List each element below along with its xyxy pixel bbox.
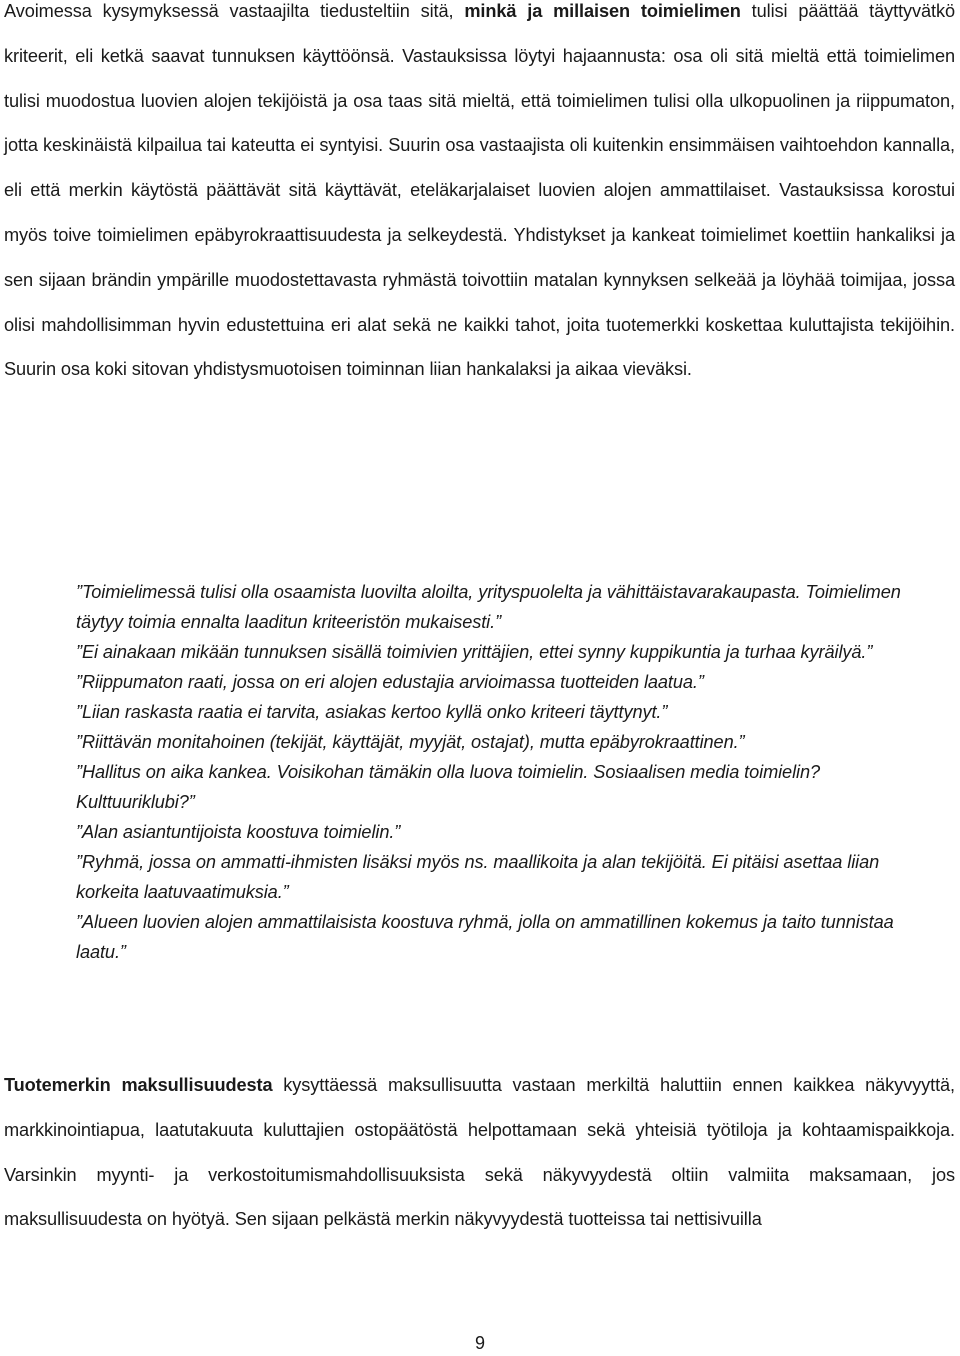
quote-item: ”Alan asiantuntijoista koostuva toimielin.” bbox=[76, 822, 401, 842]
paragraph-toimielin-body: tulisi päättää täyttyvätkö kriteerit, eli ketkä saavat tunnuksen käyttöönsä. Vastauksissa löytyi hajaannusta: osa oli sitä mieltä että toimielimen tulisi muodostua luovien alojen tekijöistä ja osa taas sitä mieltä, että toimielimen tulisi olla ulkopuolinen ja riippumaton, jotta keskinäistä kilpailua tai kateutta ei syntyisi. Suurin osa vastaajista oli kuitenkin ensimmäisen vaihtoehdon kannalla, eli että merkin käytöstä päättävät sitä käyttävät, eteläkarjalaiset luovien alojen ammattilaiset. Vastauksissa korostui myös toive toimielimen epäbyrokraattisuudesta ja selkeydestä. Yhdistykset ja kankeat toimielimet koettiin hankaliksi ja sen sijaan brändin ympärille muodostettavasta ryhmästä toivottiin matalan kynnyksen selkeää ja löyhää toimijaa, jossa olisi mahdollisimman hyvin edustettuina eri alat sekä ne kaikki tahot, joita tuotemerkki koskettaa kuluttajista tekijöihin. Suurin osa koki sitovan yhdistysmuotoisen toiminnan liian hankalaksi ja aikaa vieväksi. bbox=[4, 1, 955, 380]
quote-item: ”Hallitus on aika kankea. Voisikohan tämäkin olla luova toimielin. Sosiaalisen media toimielin? Kulttuuriklubi?” bbox=[76, 762, 820, 812]
page-number: 9 bbox=[474, 1333, 485, 1353]
paragraph-toimielin-emphasis: minkä ja millaisen toimielimen bbox=[464, 1, 741, 21]
quote-item: ”Toimielimessä tulisi olla osaamista luovilta aloilta, yrityspuolelta ja vähittäistavarakaupasta. Toimielimen täytyy toimia ennalta laaditun kriteeristön mukaisesti.” bbox=[76, 582, 901, 632]
paragraph-toimielin-lead: Avoimessa kysymyksessä vastaajilta tiedusteltiin sitä, bbox=[4, 1, 465, 21]
paragraph-toimielin bbox=[4, 0, 955, 392]
quote-item: ”Ei ainakaan mikään tunnuksen sisällä toimivien yrittäjien, ettei synny kuppikuntia ja turhaa kyräilyä.” bbox=[76, 642, 873, 662]
paragraph-maksullisuus-emphasis: Tuotemerkin maksullisuudesta bbox=[4, 1075, 273, 1095]
quote-item: ”Riippumaton raati, jossa on eri alojen edustajia arvioimassa tuotteiden laatua.” bbox=[76, 672, 704, 692]
quote-item: ”Ryhmä, jossa on ammatti-ihmisten lisäksi myös ns. maallikoita ja alan tekijöitä. Ei pitäisi asettaa liian korkeita laatuvaatimuksia.” bbox=[76, 852, 880, 902]
quote-item: ”Alueen luovien alojen ammattilaisista koostuva ryhmä, jolla on ammatillinen kokemus ja taito tunnistaa laatu.” bbox=[76, 912, 894, 962]
paragraph-maksullisuus-body: kysyttäessä maksullisuutta vastaan merkiltä haluttiin ennen kaikkea näkyvyyttä, markkinointiapua, laatutakuuta kuluttajien ostopäätöstä helpottamaan sekä yhteisiä työtiloja ja kohtaamispaikkoja. Varsinkin myynti- ja verkostoitumismahdollisuuksista sekä näkyvyydestä oltiin valmiita maksamaan, jos maksullisuudesta on hyötyä. Sen sijaan pelkästä merkin näkyvyydestä tuotteissa tai nettisivuilla bbox=[4, 1075, 955, 1230]
quote-list bbox=[4, 577, 955, 967]
paragraph-maksullisuus bbox=[4, 1063, 955, 1242]
document-page bbox=[4, 0, 955, 392]
quote-item: ”Riittävän monitahoinen (tekijät, käyttäjät, myyjät, ostajat), mutta epäbyrokraattinen.” bbox=[76, 732, 745, 752]
quote-item: ”Liian raskasta raatia ei tarvita, asiakas kertoo kyllä onko kriteeri täyttynyt.” bbox=[76, 702, 668, 722]
paragraph-maksullisuus-block bbox=[4, 1063, 955, 1242]
